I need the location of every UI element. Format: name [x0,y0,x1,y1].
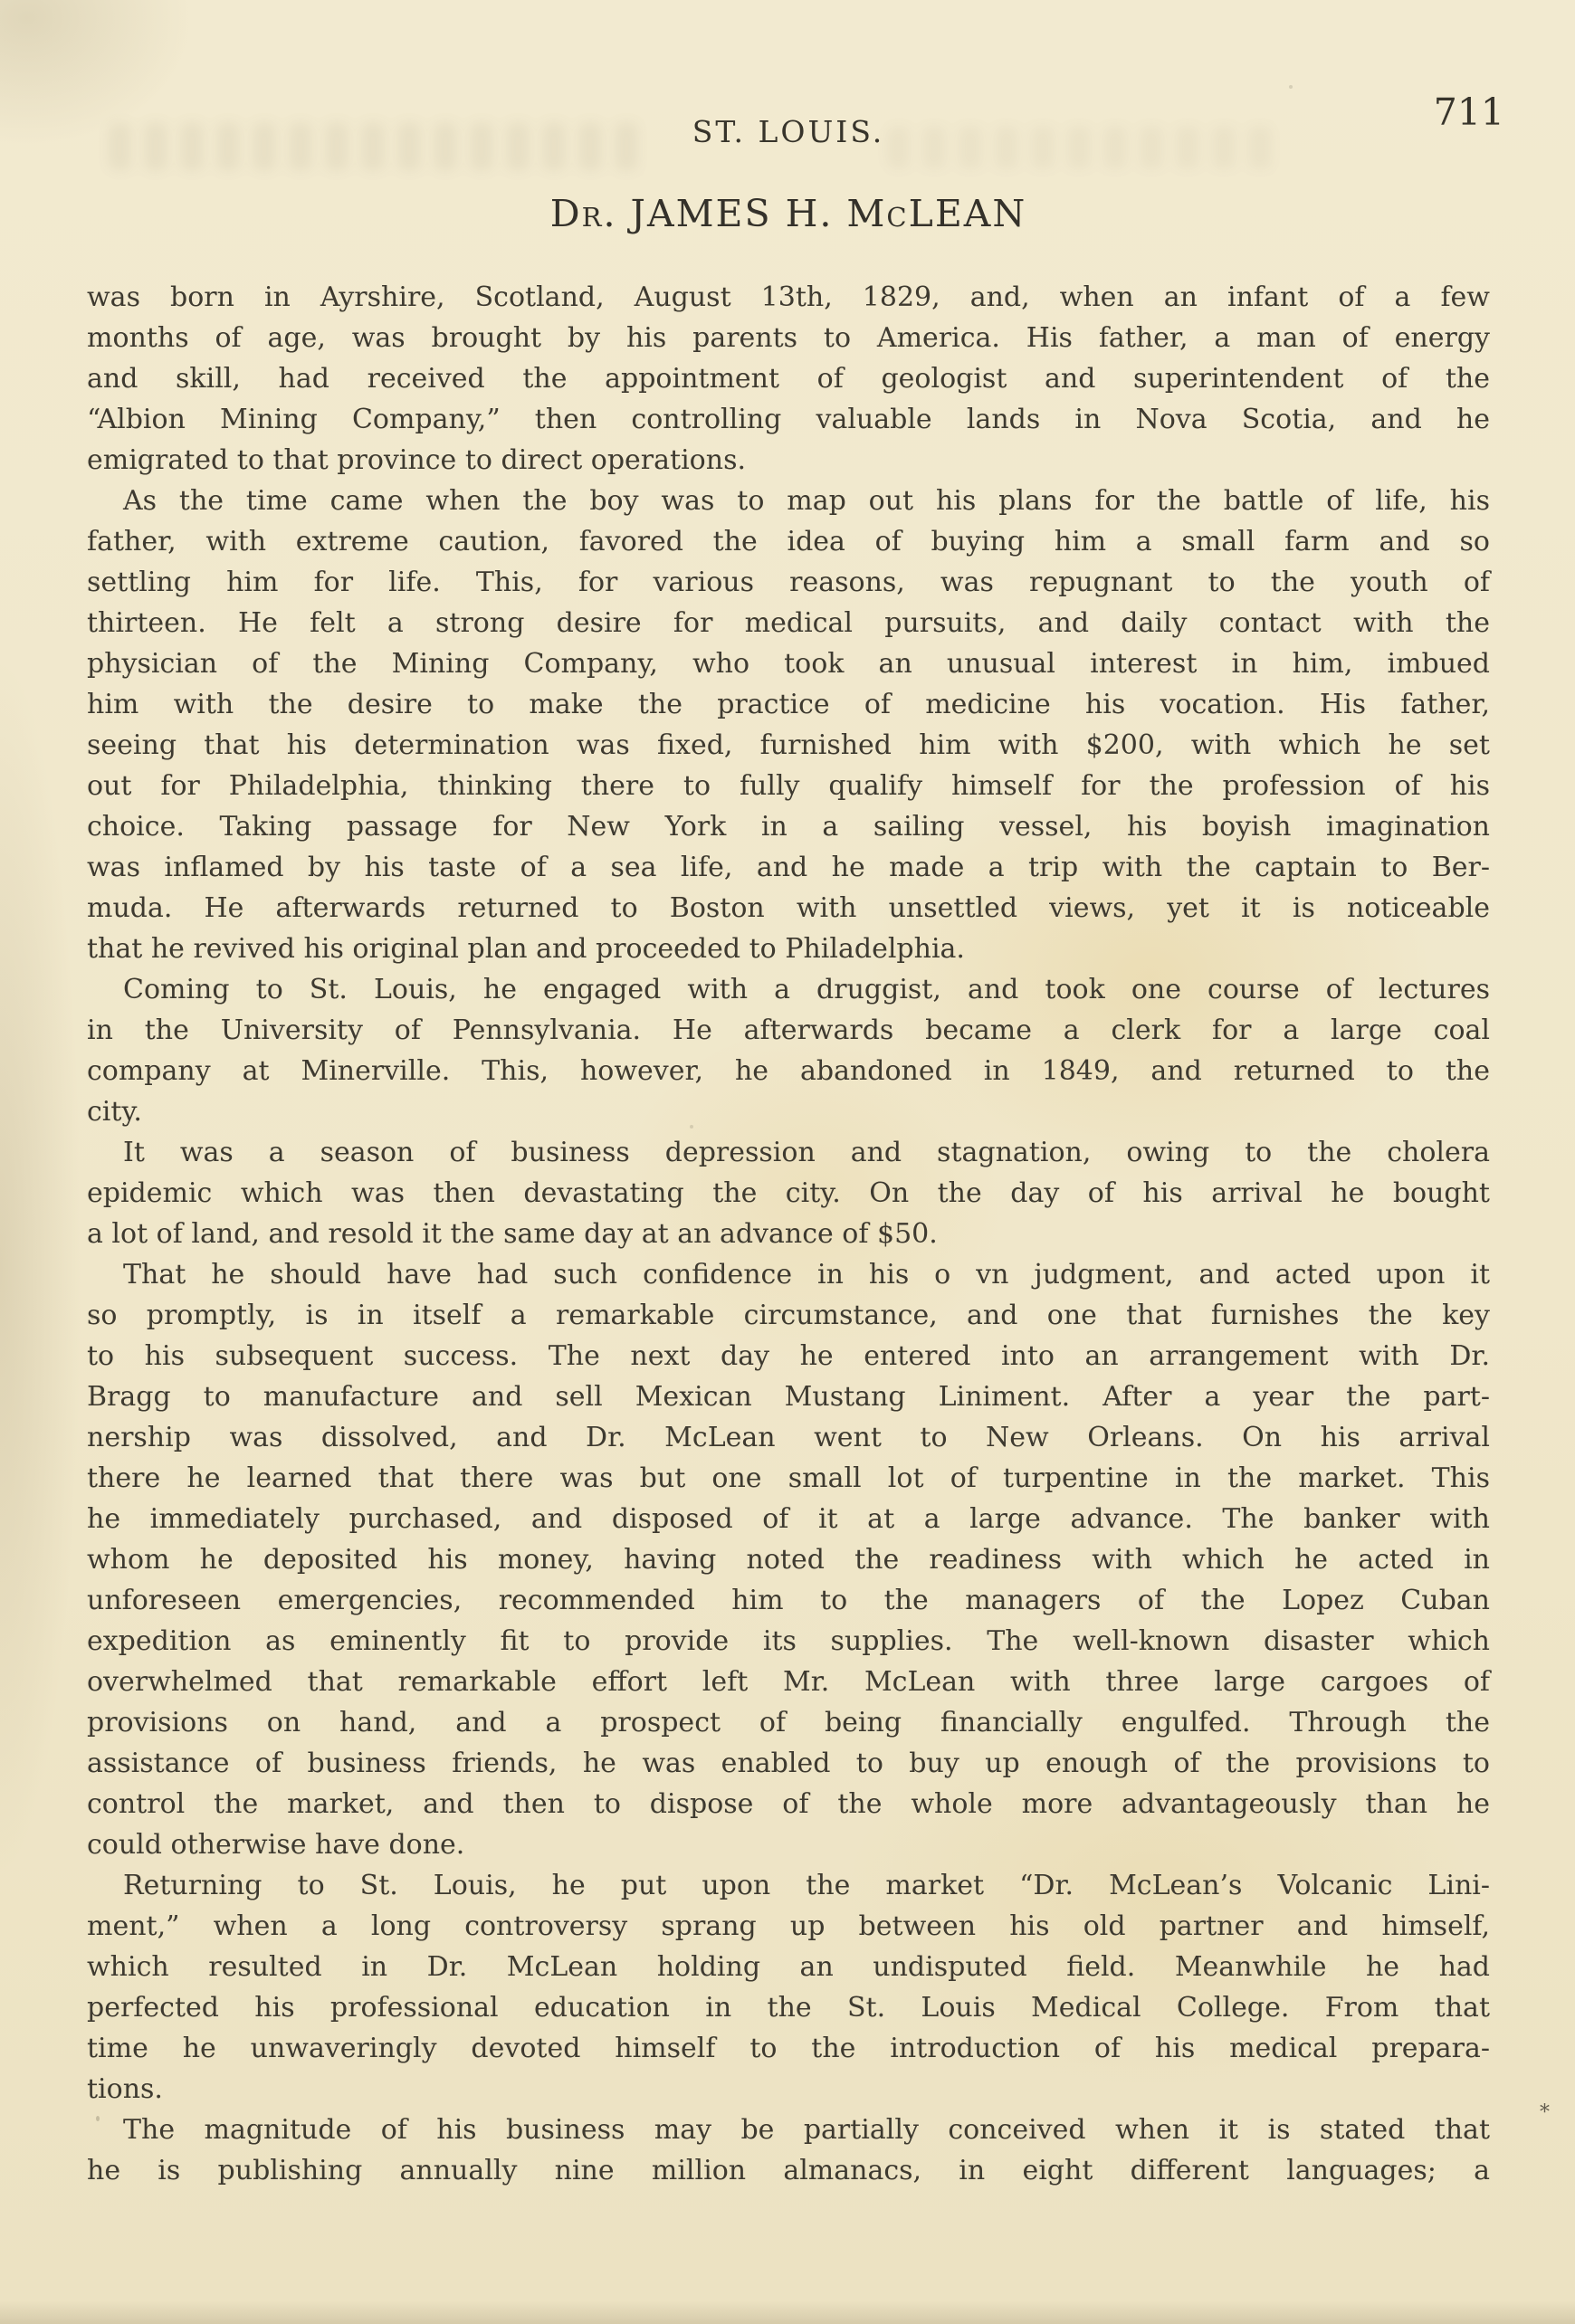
text-line: months of age, was brought by his parents to America. His father, a man of energy [87,322,1490,354]
paper-speck [690,1125,693,1129]
text-line: control the market, and then to dispose of the whole more advantageously than he [87,1788,1490,1820]
text-line: seeing that his determination was fixed, furnished him with $200, with which he set [87,729,1490,761]
text-line: which resulted in Dr. McLean holding an undisputed field. Meanwhile he had [87,1951,1490,1983]
text-line: a lot of land, and resold it the same day at an advance of $50. [87,1218,938,1250]
text-line: and skill, had received the appointment of geologist and superintendent of the [87,363,1490,395]
paper-speck [94,581,98,587]
text-line: The magnitude of his business may be partially conceived when it is stated that [123,2114,1490,2146]
text-line: nership was dissolved, and Dr. McLean went to New Orleans. On his arrival [87,1422,1490,1453]
text-line: him with the desire to make the practice of medicine his vocation. His father, [87,689,1490,720]
text-line: could otherwise have done. [87,1829,465,1861]
paper-speck [1289,85,1293,89]
text-line: ment,” when a long controversy sprang up between his old partner and himself, [87,1910,1490,1942]
text-line: there he learned that there was but one small lot of turpentine in the market. This [87,1462,1490,1494]
running-header: ST. LOUIS. [692,114,885,149]
text-line: that he revived his original plan and proceeded to Philadelphia. [87,933,965,965]
text-line: Coming to St. Louis, he engaged with a druggist, and took one course of lectures [123,974,1490,1005]
text-line: “Albion Mining Company,” then controlling valuable lands in Nova Scotia, and he [87,404,1490,435]
text-line: emigrated to that province to direct operations. [87,444,746,476]
text-line: out for Philadelphia, thinking there to fully qualify himself for the profession of his [87,770,1490,802]
text-line: Bragg to manufacture and sell Mexican Mustang Liniment. After a year the part- [87,1381,1490,1413]
text-line: was inflamed by his taste of a sea life, and he made a trip with the captain to Ber- [87,852,1490,883]
text-line: As the time came when the boy was to map out his plans for the battle of life, his [123,485,1490,517]
paper-speck [96,2116,100,2121]
text-line: company at Minerville. This, however, he abandoned in 1849, and returned to the [87,1055,1490,1087]
text-line: overwhelmed that remarkable effort left Mr. McLean with three large cargoes of [87,1666,1490,1698]
text-line: assistance of business friends, he was enabled to buy up enough of the provisions to [87,1748,1490,1779]
body-text [87,277,1490,2191]
text-line: whom he deposited his money, having noted the readiness with which he acted in [87,1544,1490,1576]
text-line: he is publishing annually nine million almanacs, in eight different languages; a [87,2155,1490,2186]
text-line: time he unwaveringly devoted himself to the introduction of his medical prepara- [87,2033,1490,2064]
page-number: 711 [1433,90,1504,134]
text-line: perfected his professional education in the St. Louis Medical College. From that [87,1992,1490,2024]
article-title: Dr. JAMES H. McLEAN [549,192,1027,235]
text-line: expedition as eminently fit to provide its supplies. The well-known disaster which [87,1625,1490,1657]
text-line: settling him for life. This, for various reasons, was repugnant to the youth of [87,567,1490,598]
text-line: was born in Ayrshire, Scotland, August 13th, 1829, and, when an infant of a few [87,281,1490,313]
text-line: physician of the Mining Company, who took an unusual interest in him, imbued [87,648,1490,680]
text-line: choice. Taking passage for New York in a sailing vessel, his boyish imagination [87,811,1490,843]
margin-asterisk: * [1540,2101,1550,2124]
text-line: city. [87,1096,142,1128]
text-line: thirteen. He felt a strong desire for medical pursuits, and daily contact with the [87,607,1490,639]
text-line: epidemic which was then devastating the city. On the day of his arrival he bought [87,1177,1490,1209]
paper-speck [91,1314,94,1319]
text-line: so promptly, is in itself a remarkable circumstance, and one that furnishes the key [87,1300,1490,1331]
text-line: muda. He afterwards returned to Boston with unsettled views, yet it is noticeable [87,892,1490,924]
text-line: tions. [87,2073,163,2105]
text-line: he immediately purchased, and disposed of it at a large advance. The banker with [87,1503,1490,1535]
text-line: provisions on hand, and a prospect of being financially engulfed. Through the [87,1707,1490,1738]
text-line: It was a season of business depression and stagnation, owing to the cholera [123,1137,1490,1168]
text-line: unforeseen emergencies, recommended him to the managers of the Lopez Cuban [87,1585,1490,1616]
text-line: father, with extreme caution, favored the idea of buying him a small farm and so [87,526,1490,557]
text-line: to his subsequent success. The next day he entered into an arrangement with Dr. [87,1340,1490,1372]
text-line: That he should have had such confidence in his o vn judgment, and acted upon it [123,1259,1490,1291]
text-line: in the University of Pennsylvania. He afterwards became a clerk for a large coal [87,1014,1490,1046]
text-line: Returning to St. Louis, he put upon the market “Dr. McLean’s Volcanic Lini- [123,1870,1490,1901]
